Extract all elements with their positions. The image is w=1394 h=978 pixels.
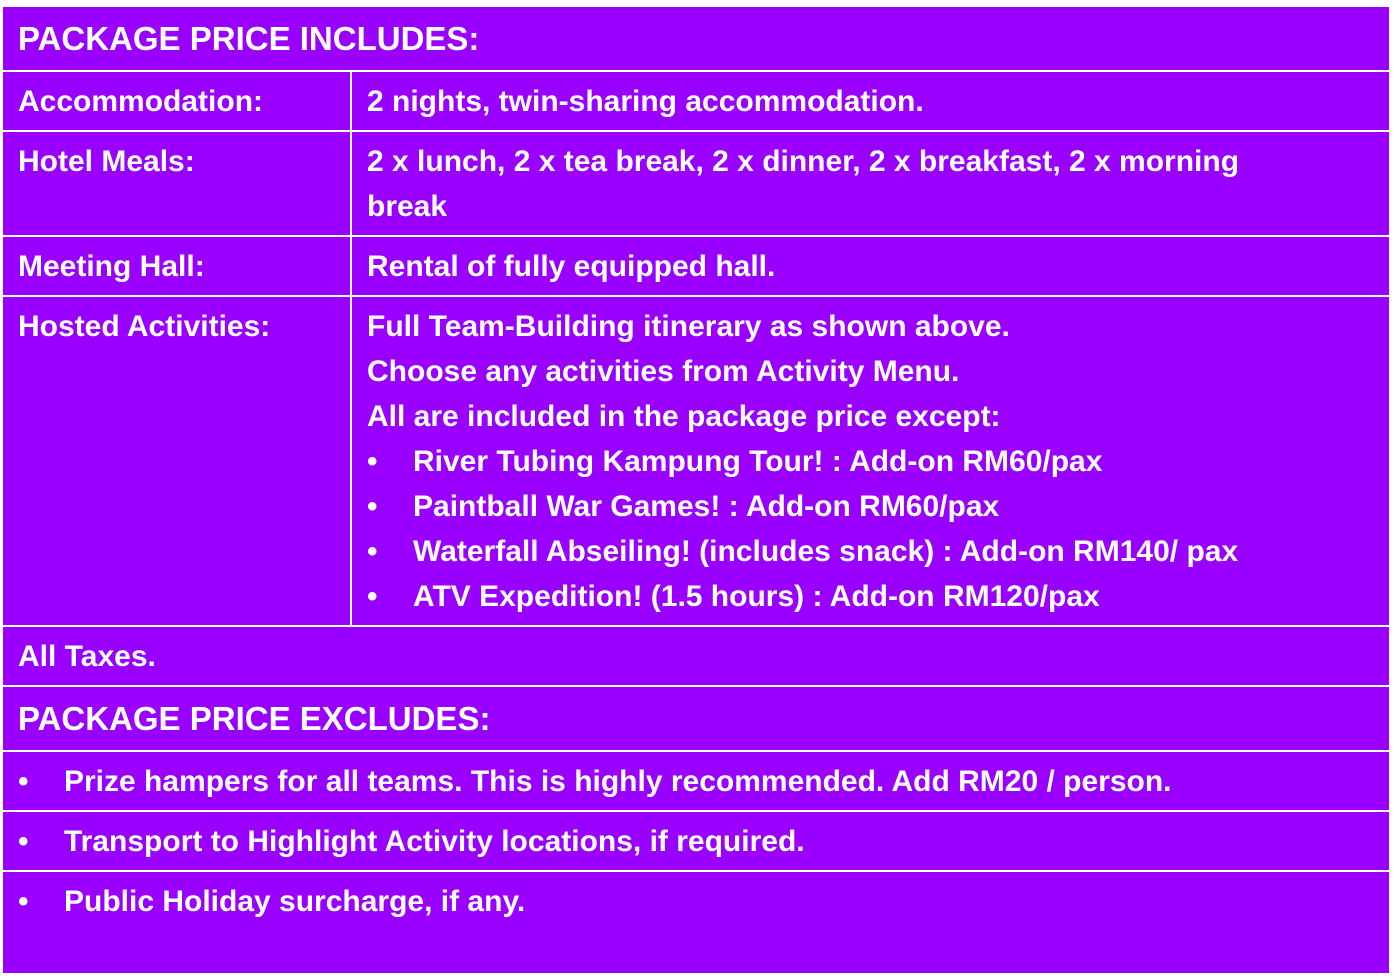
hotel-meals-line-1: 2 x lunch, 2 x tea break, 2 x dinner, 2 x breakfast, 2 x morning [367,145,1240,178]
activities-line-1: Full Team-Building itinerary as shown above. [367,310,1010,343]
activities-line-3: All are included in the package price except: [367,400,1001,433]
meeting-hall-label: Meeting Hall: [18,250,205,283]
addon-item [367,574,1389,619]
excludes-title: PACKAGE PRICE EXCLUDES: [18,700,491,737]
addon-text: River Tubing Kampung Tour! : Add-on RM60/pax [413,445,1103,478]
table-row-hotel-meals [3,132,1389,237]
includes-title: PACKAGE PRICE INCLUDES: [18,20,480,57]
exclude-text: Transport to Highlight Activity locations, if required. [64,825,805,858]
addon-text: ATV Expedition! (1.5 hours) : Add-on RM120/pax [413,580,1100,613]
addon-item [367,529,1389,574]
exclude-text: Public Holiday surcharge, if any. [64,885,526,918]
bullet-icon: • [367,535,378,568]
bullet-icon: • [18,885,29,918]
accommodation-label: Accommodation: [18,85,264,118]
meeting-hall-value: Rental of fully equipped hall. [367,250,776,283]
addon-text: Waterfall Abseiling! (includes snack) : Add-on RM140/ pax [413,535,1239,568]
table-row-hosted-activities [3,297,1389,627]
addon-item [367,439,1389,484]
table-row-meeting-hall [3,237,1389,297]
accommodation-value: 2 nights, twin-sharing accommodation. [367,85,924,118]
exclude-item [3,819,1389,864]
table-row-taxes [3,627,1389,687]
excludes-header-row [3,687,1389,752]
table-row-exclude [3,872,1389,973]
table-row-exclude [3,812,1389,872]
package-table [2,6,1390,974]
column-divider [350,72,352,627]
bullet-icon: • [367,490,378,523]
bullet-icon: • [367,445,378,478]
addon-text: Paintball War Games! : Add-on RM60/pax [413,490,1000,523]
activities-line-2: Choose any activities from Activity Menu. [367,355,960,388]
includes-header-row [3,7,1389,72]
bullet-icon: • [18,825,29,858]
bullet-icon: • [18,765,29,798]
exclude-item [3,759,1389,804]
hosted-activities-value [352,304,1389,619]
hotel-meals-label: Hotel Meals: [18,145,195,178]
hosted-activities-label: Hosted Activities: [18,310,271,343]
exclude-item [3,879,1389,924]
table-row-accommodation [3,72,1389,132]
taxes-text: All Taxes. [18,640,156,673]
table-row-exclude [3,752,1389,812]
hotel-meals-value [352,139,1389,229]
hotel-meals-line-2: break [367,190,448,223]
addon-item [367,484,1389,529]
bullet-icon: • [367,580,378,613]
exclude-text: Prize hampers for all teams. This is highly recommended. Add RM20 / person. [64,765,1172,798]
